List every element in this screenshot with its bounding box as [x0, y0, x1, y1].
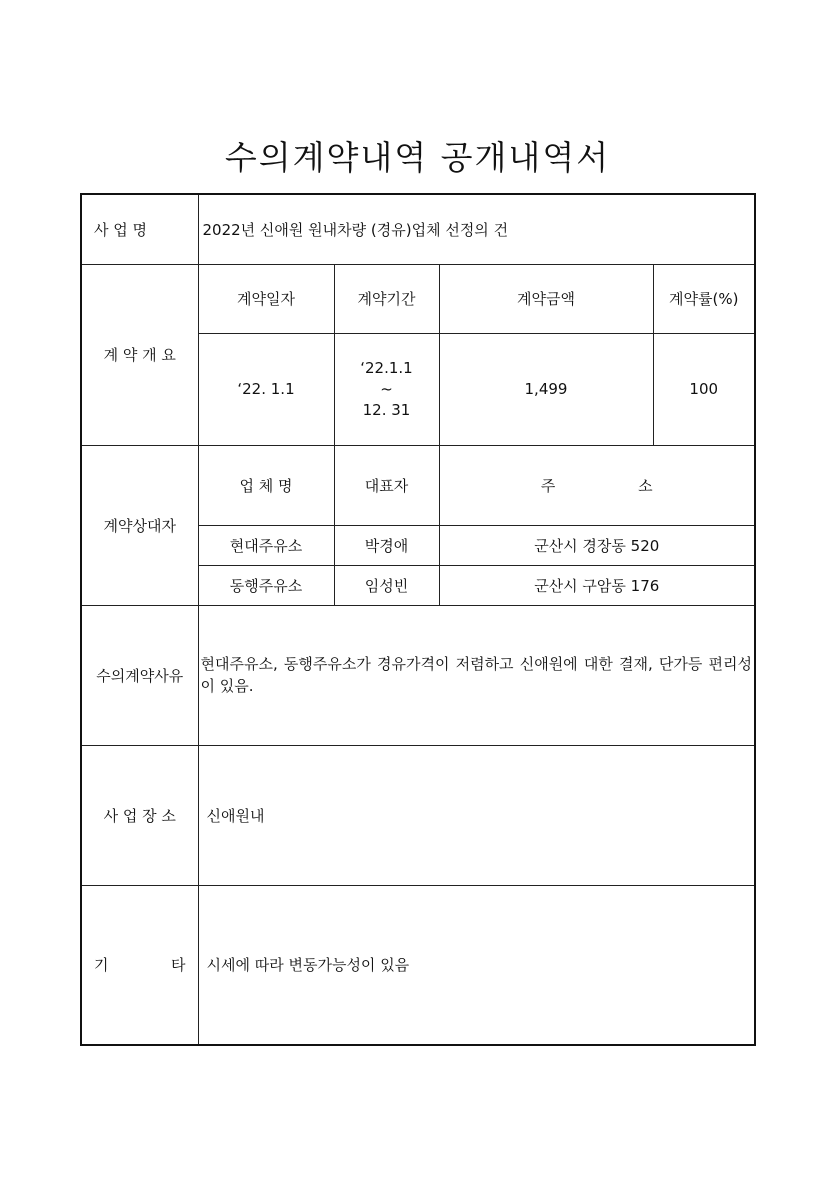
period-separator: ~ [380, 379, 393, 398]
contract-date-value: ‘22. 1.1 [198, 333, 334, 445]
representative-name: 박경애 [334, 525, 439, 565]
contract-rate-value: 100 [653, 333, 755, 445]
period-end: 12. 31 [362, 400, 411, 419]
address-header-2: 소 [638, 476, 653, 495]
contract-amount-value: 1,499 [439, 333, 653, 445]
contract-period-value [334, 333, 439, 445]
reason-row [81, 605, 755, 745]
contract-amount-header: 계약금액 [439, 264, 653, 333]
period-start: ‘22.1.1 [360, 358, 413, 377]
contract-period-header: 계약기간 [334, 264, 439, 333]
project-name-row [81, 194, 755, 264]
project-name-value: 2022년 신애원 원내차량 (경유)업체 선정의 건 [198, 194, 755, 264]
representative-header: 대표자 [334, 445, 439, 525]
page-title: 수의계약내역 공개내역서 [224, 138, 611, 177]
company-name: 현대주유소 [198, 525, 334, 565]
counterparty-label: 계약상대자 [81, 445, 198, 605]
counterparty-header-row [81, 445, 755, 525]
other-label-cell [81, 885, 198, 1045]
representative-name: 임성빈 [334, 565, 439, 605]
address-header-1: 주 [540, 476, 556, 495]
address-header [439, 445, 755, 525]
reason-label: 수의계약사유 [81, 605, 198, 745]
contract-header-row [81, 264, 755, 333]
location-row [81, 745, 755, 885]
contract-overview-label: 계 약 개 요 [81, 264, 198, 445]
location-value: 신애원내 [198, 745, 755, 885]
reason-value: 현대주유소, 동행주유소가 경유가격이 저렴하고 신애원에 대한 결재, 단가등 편리성이 있음. [198, 605, 755, 745]
company-address: 군산시 구암동 176 [439, 565, 755, 605]
other-value: 시세에 따라 변동가능성이 있음 [198, 885, 755, 1045]
contract-rate-header: 계약률(%) [653, 264, 755, 333]
disclosure-table [80, 193, 756, 1046]
other-label-1: 기 [94, 956, 109, 975]
contract-date-header: 계약일자 [198, 264, 334, 333]
project-name-label-text: 사 업 명 [94, 220, 148, 239]
company-address: 군산시 경장동 520 [439, 525, 755, 565]
project-name-label-cell [81, 194, 198, 264]
other-label-2: 타 [171, 956, 186, 975]
location-label: 사 업 장 소 [81, 745, 198, 885]
company-header: 업 체 명 [198, 445, 334, 525]
company-name: 동행주유소 [198, 565, 334, 605]
project-name-label [82, 219, 198, 240]
other-row [81, 885, 755, 1045]
